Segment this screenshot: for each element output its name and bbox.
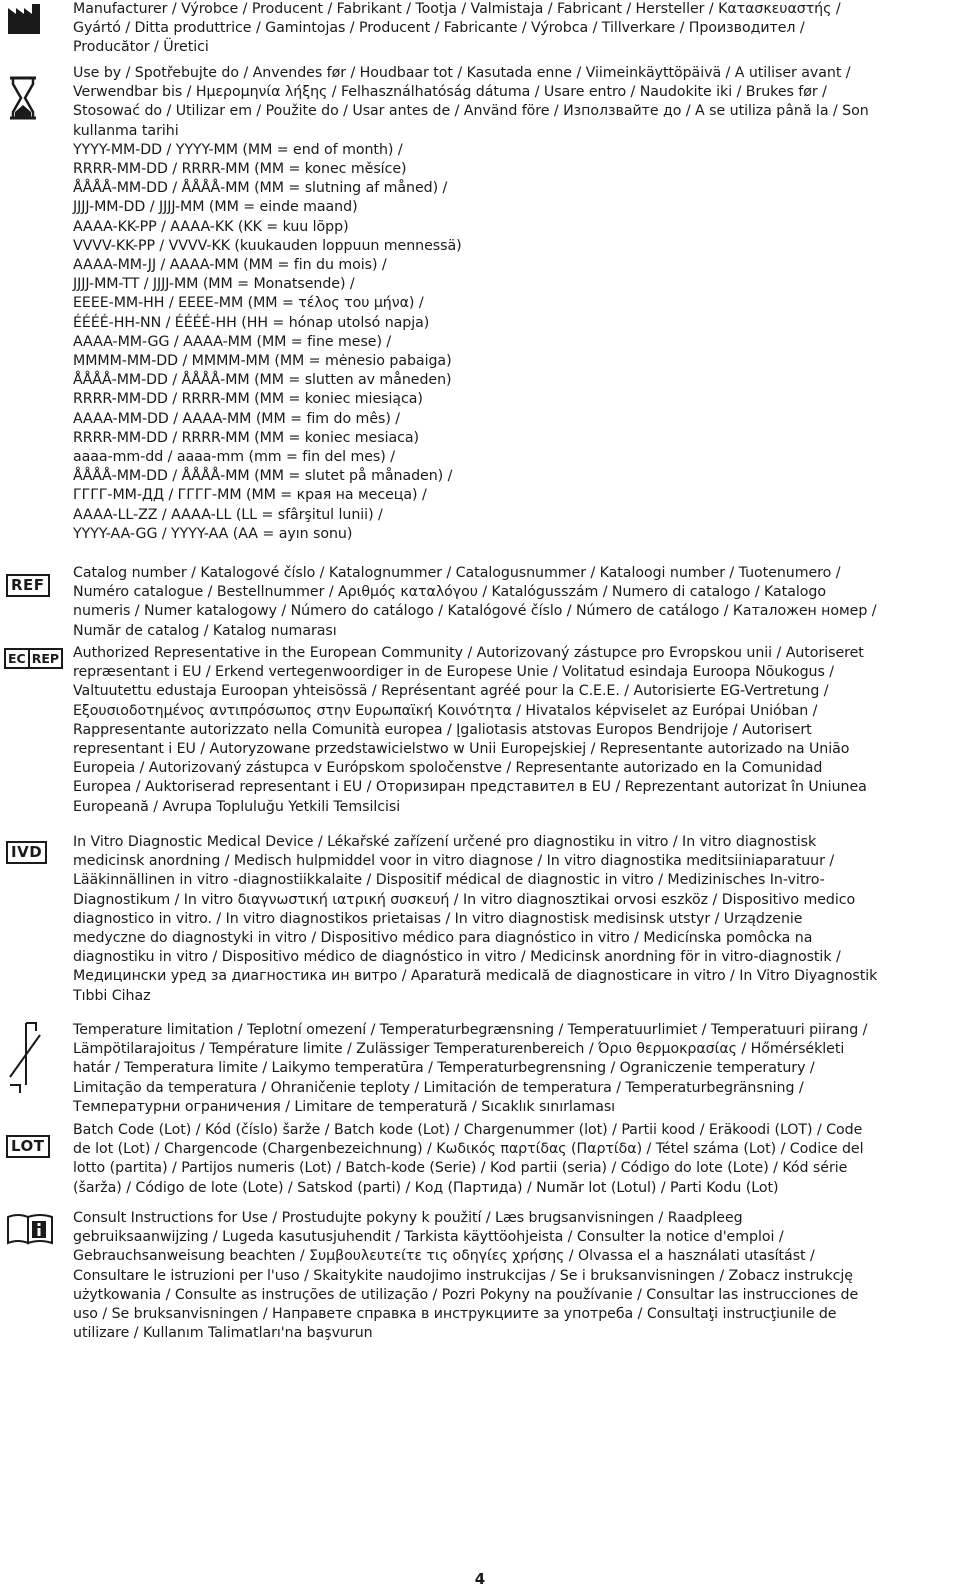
ref-symbol: REF [6,574,60,597]
catalog-text: Catalog number / Katalogové číslo / Katalognummer / Catalogusnummer / Kataloogi number / Tuotenumero / Numéro catalogue / Bestellnummer / Αριθμός καταλόγου / Katalógusszám / Numero di catalogo / Katalogo numeris / Numer katalogowy / Número do catálogo / Katalógové číslo / Número de catálogo / Каталожен номер / Număr de catalog / Katalog numarası [73,565,877,639]
consult-instructions-book-icon [6,1213,60,1251]
ivd-symbol: IVD [6,841,60,864]
ifu-text: Consult Instructions for Use / Prostudujte pokyny k použití / Læs brugsanvisningen / Raadpleeg gebruiksaanwijzing / Lugeda kasutusjuhendit / Tarkista käyttöohjeista / Consulter la notice d'emploi / Gebrauchsanweisung beachten / Συμβουλευτείτε τις οδηγίες χρήσης / Olvassa el a használati utasítást / Consultare le istruzioni per l'uso / Skaitykite naudojimo instrukcijas / Se i bruksanvisningen / Zobacz instrukcję użytkowania / Consulte as instruções de utilização / Pozri Pokyny na používanie / Consultar las instrucciones de uso / Se bruksanvisningen / Направете справка в инструкциите за употреба / Consultaţi instrucţiunile de utilizare / Kullanım Talimatları'na başvurun [73,1210,859,1342]
manufacturer-text: Manufacturer / Výrobce / Producent / Fabrikant / Tootja / Valmistaja / Fabricant / Hersteller / Κατασκευαστής / Gyártó / Ditta produttrice / Gamintojas / Producent / Fabricante / Výrobca / Tillverkare / Производител / Producător / Üretici [73,1,841,56]
use-by-text: Use by / Spotřebujte do / Anvendes før / Houdbaar tot / Kasutada enne / Viimeinkäyttöpäivä / A utiliser avant / Verwendbar bis / Ημερομηνία λήξης / Felhasználhatóság dátuma / Usare entro / Naudokite iki / Brukes før / Stosować do / Utilizar em / Použite do / Usar antes de / Använd före / Използвайте до / A se utiliza până la / Son kullanma tarihi YYYY-MM-DD / YYYY-MM (MM = end of month) / RRRR-MM-DD / RRRR-MM (MM = konec měsíce) ÅÅÅÅ-MM-DD / ÅÅÅÅ-MM (MM = slutning af måned) / JJJJ-MM-DD / JJJJ-MM (MM = einde maand) AAAA-KK-PP / AAAA-KK (KK = kuu lõpp) VVVV-KK-PP / VVVV-KK (kuukauden loppuun mennessä) AAAA-MM-JJ / AAAA-MM (MM = fin du mois) / JJJJ-MM-TT / JJJJ-MM (MM = Monatsende) / ΕΕΕΕ-ΜΜ-ΗΗ / ΕΕΕΕ-ΜΜ (ΜΜ = τέλος του μήνα) / ÉÉÉÉ-HH-NN / ÉÉÉÉ-HH (HH = hónap utolsó napja) AAAA-MM-GG / AAAA-MM (MM = fine mese) / MMMM-MM-DD / MMMM-MM (MM = mėnesio pabaiga) ÅÅÅÅ-MM-DD / ÅÅÅÅ-MM (MM = slutten av måneden) RRRR-MM-DD / RRRR-MM (MM = koniec miesiąca) AAAA-MM-DD / AAAA-MM (MM = fim do mês) / RRRR-MM-DD / RRRR-MM (MM = koniec mesiaca) aaaa-mm-dd / aaaa-mm (mm = fin del mes) / ÅÅÅÅ-MM-DD / ÅÅÅÅ-MM (MM = slutet på månaden) / ГГГГ-ММ-ДД / ГГГГ-ММ (ММ = края на месеца) / AAAA-LL-ZZ / AAAA-LL (LL = sfârşitul lunii) / YYYY-AA-GG / YYYY-AA (AA = ayın sonu) [73,65,869,542]
manufacturer-factory-icon [6,2,60,40]
page-number: 4 [474,1570,486,1588]
ivd-text: In Vitro Diagnostic Medical Device / Lékařské zařízení určené pro diagnostiku in vitro / In vitro diagnostisk medicinsk anordning / Medisch hulpmiddel voor in vitro diagnose / In vitro diagnostika meditsiiniaparatuur / Lääkinnällinen in vitro -diagnostiikkalaite / Dispositif médical de diagnostic in vitro / Medizinisches In-vitro- Diagnostikum / In vitro διαγνωστική ιατρική συσκευή / In vitro diagnosztikai orvosi eszköz / Dispositivo medico diagnostico in vitro. / In vitro diagnostikos prietaisas / In vitro diagnostisk medisinsk utstyr / Urządzenie medyczne do diagnostyki in vitro / Dispositivo médico para diagnóstico in vitro / Medicínska pomôcka na diagnostiku in vitro / Dispositivo médico de diagnóstico in vitro / Medicinsk anordning för in vitro-diagnostik / Медицински уред за диагностика ин витро / Aparatură medicală de diagnosticare in vitro / In Vitro Diyagnostik Tıbbi Cihaz [73,834,878,1004]
thermometer-icon [6,1021,60,1101]
lot-text: Batch Code (Lot) / Kód (číslo) šarže / Batch kode (Lot) / Chargenummer (lot) / Partii kood / Eräkoodi (LOT) / Code de lot (Lot) / Chargencode (Chargenbezeichnung) / Κωδικός παρτίδας (Παρτίδα) / Tétel száma (Lot) / Codice del lotto (partita) / Partijos numeris (Lot) / Batch-kode (Serie) / Kod partii (seria) / Código do lote (Lote) / Kód série (šarža) / Código de lote (Lote) / Satskod (parti) / Код (Партида) / Număr lot (Lotul) / Parti Kodu (Lot) [73,1122,864,1196]
ec-rep-text: Authorized Representative in the European Community / Autorizovaný zástupce pro Evropskou unii / Autoriseret repræsentant i EU / Erkend vertegenwoordiger in de Europese Unie / Volitatud esindaja Euroopa Nõukogus / Valtuutettu edustaja Euroopan yhteisössä / Représentant agréé pour la C.E.E. / Autorisierte EG-Vertretung / Εξουσιοδοτημένος αντιπρόσωπος στην Ευρωπαϊκή Κοινότητα / Hivatalos képviselet az Európai Unióban / Rappresentante autorizzato nella Comunità europea / Įgaliotasis atstovas Europos Bendrijoje / Autorisert representant i EU / Autoryzowane przedstawicielstwo w Unii Europejskiej / Representante autorizado na União Europeia / Autorizovaný zástupca v Európskom spoločenstve / Representante autorizado en la Comunidad Europea / Auktoriserad representant i EU / Оторизиран представител в ЕU / Reprezentant autorizat în Uniunea Europeană / Avrupa Topluluğu Yetkili Temsilcisi [73,645,867,815]
ec-rep-symbol: EC REP [4,648,58,669]
lot-symbol: LOT [6,1135,60,1158]
temperature-text: Temperature limitation / Teplotní omezení / Temperaturbegrænsning / Temperatuurlimiet / Temperatuuri piirang / Lämpötilarajoitus / Température limite / Zulässiger Temperaturenbereich / Όριο θερμοκρασίας / Hőmérsékleti határ / Temperatura limite / Laikymo temperatūra / Temperaturbegrensning / Ograniczenie temperatury / Limitação da temperatura / Ohraničenie teploty / Limitación de temperatura / Temperaturbegränsning / Температурни ограничения / Limitare de temperatură / Sıcaklık sınırlaması [73,1022,868,1115]
hourglass-icon [6,76,60,124]
